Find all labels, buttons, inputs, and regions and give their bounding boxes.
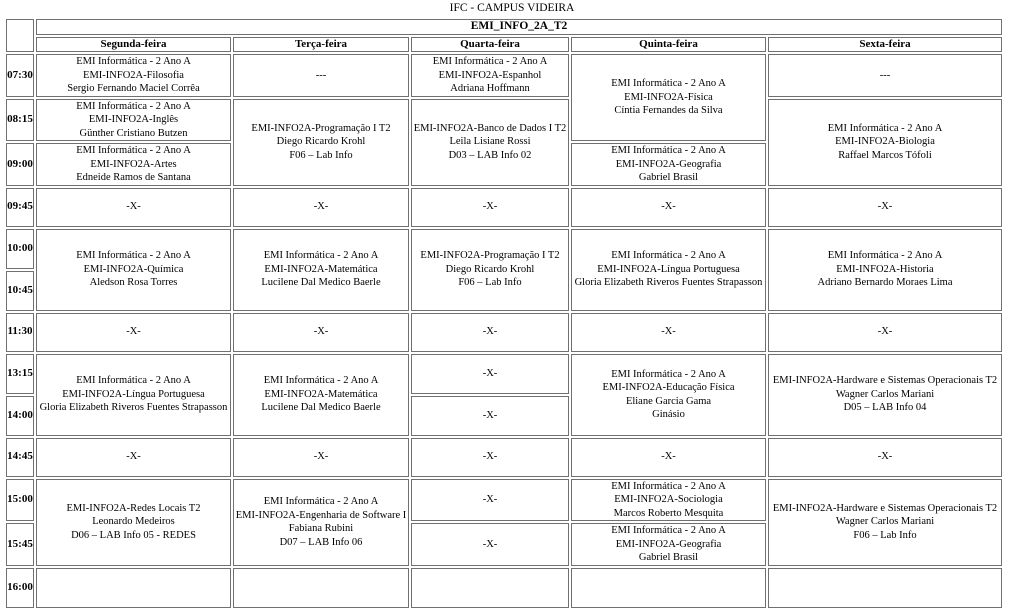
- slot-tue-1600: [233, 568, 409, 608]
- slot-fri-0730: [768, 54, 1002, 97]
- free-wed-1400: -X-: [411, 396, 569, 436]
- slot-mon-0900: [36, 143, 231, 186]
- break-tue-1130: -X-: [233, 313, 409, 352]
- slot-line: EMI-INFO2A-Filosofia: [83, 69, 184, 81]
- corner-cell: [6, 19, 34, 52]
- class-code-header: EMI_INFO_2A_T2: [36, 19, 1002, 35]
- slot-mon-0815: [36, 99, 231, 142]
- slot-line: EMI-INFO2A-Educação Física: [602, 382, 735, 393]
- break-fri-1130: -X-: [768, 313, 1002, 352]
- slot-mon-1000: [36, 229, 231, 311]
- slot-tue-0815: [233, 99, 409, 186]
- break-fri-1445: -X-: [768, 438, 1002, 477]
- break-thu-1445: -X-: [571, 438, 766, 477]
- break-thu-0945: -X-: [571, 188, 766, 227]
- slot-tue-1000: [233, 229, 409, 311]
- slot-line: Adriana Hoffmann: [450, 83, 530, 94]
- slot-tue-0730: [233, 54, 409, 97]
- slot-line: Lucilene Dal Medico Baerle: [261, 277, 381, 289]
- slot-line: EMI Informática - 2 Ano A: [76, 56, 191, 67]
- free-wed-1545: -X-: [411, 523, 569, 566]
- free-wed-1500: -X-: [411, 479, 569, 522]
- slot-line: F06 – Lab Info: [458, 277, 522, 289]
- slot-thu-1315: [571, 354, 766, 436]
- time-1600: 16:00: [6, 568, 34, 608]
- slot-line: EMI-INFO2A-Hardware e Sistemas Operacionais T2: [772, 502, 998, 514]
- slot-line: EMI-INFO2A-Sociologia: [614, 494, 723, 505]
- slot-tue-1500: [233, 479, 409, 566]
- free-wed-1315: -X-: [411, 354, 569, 394]
- slot-line: EMI Informática - 2 Ano A: [611, 145, 726, 156]
- break-mon-0945: -X-: [36, 188, 231, 227]
- slot-thu-1600: [571, 568, 766, 608]
- break-wed-1130: -X-: [411, 313, 569, 352]
- day-header-wednesday: Quarta-feira: [411, 37, 569, 53]
- slot-line: D07 – LAB Info 06: [279, 536, 363, 548]
- slot-line: EMI-INFO2A-Física: [624, 91, 713, 103]
- slot-line: F06 – Lab Info: [289, 149, 353, 161]
- slot-line: Eliane Garcia Gama: [625, 395, 712, 407]
- slot-thu-1500: [571, 479, 766, 522]
- slot-line: EMI-INFO2A-Espanhol: [438, 69, 542, 81]
- slot-fri-1500: [768, 479, 1002, 566]
- slot-thu-0730: [571, 54, 766, 141]
- break-mon-1130: -X-: [36, 313, 231, 352]
- time-1315: 13:15: [6, 354, 34, 394]
- slot-line: ---: [315, 69, 327, 81]
- slot-line: EMI Informática - 2 Ano A: [76, 145, 191, 156]
- slot-line: Diego Ricardo Krohl: [276, 136, 366, 148]
- slot-line: Wagner Carlos Mariani: [835, 388, 935, 400]
- slot-line: Adriano Bernardo Moraes Lima: [817, 277, 953, 289]
- slot-line: Diego Ricardo Krohl: [445, 263, 535, 275]
- slot-line: EMI Informática - 2 Ano A: [611, 250, 726, 262]
- slot-line: EMI Informática - 2 Ano A: [76, 375, 191, 387]
- slot-line: EMI Informática - 2 Ano A: [76, 100, 191, 112]
- time-1130: 11:30: [6, 313, 34, 352]
- day-header-thursday: Quinta-feira: [571, 37, 766, 53]
- slot-line: ---: [879, 69, 891, 81]
- slot-fri-0815: [768, 99, 1002, 186]
- break-fri-0945: -X-: [768, 188, 1002, 227]
- slot-thu-1000: [571, 229, 766, 311]
- campus-title: IFC - CAMPUS VIDEIRA: [449, 2, 575, 14]
- time-1045: 10:45: [6, 271, 34, 311]
- slot-line: EMI Informática - 2 Ano A: [611, 480, 726, 492]
- slot-line: EMI-INFO2A-Programação I T2: [251, 122, 391, 134]
- slot-fri-1000: [768, 229, 1002, 311]
- slot-line: Marcos Roberto Mesquita: [613, 507, 724, 519]
- slot-thu-0900: [571, 143, 766, 186]
- slot-line: Lucilene Dal Medico Baerle: [261, 402, 381, 414]
- slot-line: Leonardo Medeiros: [92, 516, 175, 528]
- slot-line: EMI Informática - 2 Ano A: [263, 496, 379, 507]
- slot-fri-1315: [768, 354, 1002, 436]
- slot-line: EMI-INFO2A-Língua Portuguesa: [597, 263, 740, 275]
- slot-line: Gloria Elizabeth Riveros Fuentes Strapasson: [574, 277, 763, 289]
- slot-line: EMI Informática - 2 Ano A: [611, 368, 726, 380]
- slot-line: Gabriel Brasil: [638, 552, 699, 563]
- slot-wed-1000: [411, 229, 569, 311]
- slot-line: EMI-INFO2A-Biologia: [835, 136, 935, 148]
- slot-line: Sergio Fernando Maciel Corrêa: [67, 83, 200, 94]
- slot-line: Edneide Ramos de Santana: [76, 172, 191, 183]
- time-0730: 07:30: [6, 54, 34, 97]
- slot-line: Gabriel Brasil: [638, 172, 699, 183]
- slot-wed-1600: [411, 568, 569, 608]
- slot-wed-0815: [411, 99, 569, 186]
- slot-line: Leila Lisiane Rossi: [449, 136, 531, 148]
- time-0815: 08:15: [6, 99, 34, 142]
- slot-line: EMI Informática - 2 Ano A: [263, 375, 379, 387]
- break-tue-1445: -X-: [233, 438, 409, 477]
- slot-line: Günther Cristiano Butzen: [79, 127, 188, 139]
- break-mon-1445: -X-: [36, 438, 231, 477]
- slot-wed-0730: [411, 54, 569, 97]
- break-thu-1130: -X-: [571, 313, 766, 352]
- slot-line: EMI-INFO2A-Geografia: [615, 158, 722, 170]
- slot-line: EMI-INFO2A-Matemática: [264, 263, 378, 275]
- time-1000: 10:00: [6, 229, 34, 269]
- break-tue-0945: -X-: [233, 188, 409, 227]
- slot-line: EMI Informática - 2 Ano A: [263, 250, 379, 262]
- slot-line: D05 – LAB Info 04: [843, 402, 927, 414]
- slot-line: EMI-INFO2A-Artes: [90, 158, 177, 170]
- slot-line: Ginásio: [652, 409, 685, 420]
- slot-mon-1600: [36, 568, 231, 608]
- break-wed-1445: -X-: [411, 438, 569, 477]
- slot-line: D03 – LAB Info 02: [448, 149, 532, 161]
- slot-line: EMI Informática - 2 Ano A: [827, 250, 943, 262]
- slot-line: EMI-INFO2A-Banco de Dados I T2: [413, 122, 567, 134]
- slot-line: Aledson Rosa Torres: [89, 277, 178, 289]
- slot-line: Raffael Marcos Tófoli: [838, 149, 932, 161]
- slot-line: EMI-INFO2A-Matemática: [264, 388, 378, 400]
- slot-mon-0730: [36, 54, 231, 97]
- day-header-tuesday: Terça-feira: [233, 37, 409, 53]
- slot-mon-1500: [36, 479, 231, 566]
- time-1545: 15:45: [6, 523, 34, 566]
- slot-line: EMI-INFO2A-Hardware e Sistemas Operacionais T2: [772, 375, 998, 387]
- slot-tue-1315: [233, 354, 409, 436]
- slot-line: Cíntia Fernandes da Silva: [614, 105, 723, 117]
- slot-mon-1315: [36, 354, 231, 436]
- slot-fri-1600: [768, 568, 1002, 608]
- slot-line: Fabiana Rubini: [288, 523, 354, 534]
- break-wed-0945: -X-: [411, 188, 569, 227]
- slot-line: EMI Informática - 2 Ano A: [76, 250, 191, 262]
- time-0945: 09:45: [6, 188, 34, 227]
- slot-line: EMI Informática - 2 Ano A: [611, 525, 726, 536]
- slot-line: EMI-INFO2A-Redes Locais T2: [66, 502, 201, 514]
- slot-line: D06 – LAB Info 05 - REDES: [71, 529, 196, 541]
- slot-line: EMI-INFO2A-Geografia: [615, 538, 722, 550]
- slot-line: EMI Informática - 2 Ano A: [432, 56, 548, 67]
- slot-line: EMI-INFO2A-Química: [83, 263, 184, 275]
- day-header-monday: Segunda-feira: [36, 37, 231, 53]
- slot-line: Gloria Elizabeth Riveros Fuentes Strapasson: [39, 402, 228, 414]
- time-0900: 09:00: [6, 143, 34, 186]
- time-1400: 14:00: [6, 396, 34, 436]
- time-1500: 15:00: [6, 479, 34, 522]
- time-1445: 14:45: [6, 438, 34, 477]
- slot-line: EMI Informática - 2 Ano A: [611, 78, 726, 90]
- slot-thu-1545: [571, 523, 766, 566]
- slot-line: EMI Informática - 2 Ano A: [827, 122, 943, 134]
- slot-line: EMI-INFO2A-Historia: [836, 263, 934, 275]
- day-header-friday: Sexta-feira: [768, 37, 1002, 53]
- slot-line: EMI-INFO2A-Programação I T2: [420, 250, 560, 262]
- slot-line: F06 – Lab Info: [853, 529, 917, 541]
- timetable: [4, 17, 1004, 610]
- slot-line: EMI-INFO2A-Inglês: [88, 114, 179, 125]
- slot-line: EMI-INFO2A-Língua Portuguesa: [62, 388, 205, 400]
- slot-line: Wagner Carlos Mariani: [835, 516, 935, 528]
- slot-line: EMI-INFO2A-Engenharia de Software I: [235, 509, 407, 521]
